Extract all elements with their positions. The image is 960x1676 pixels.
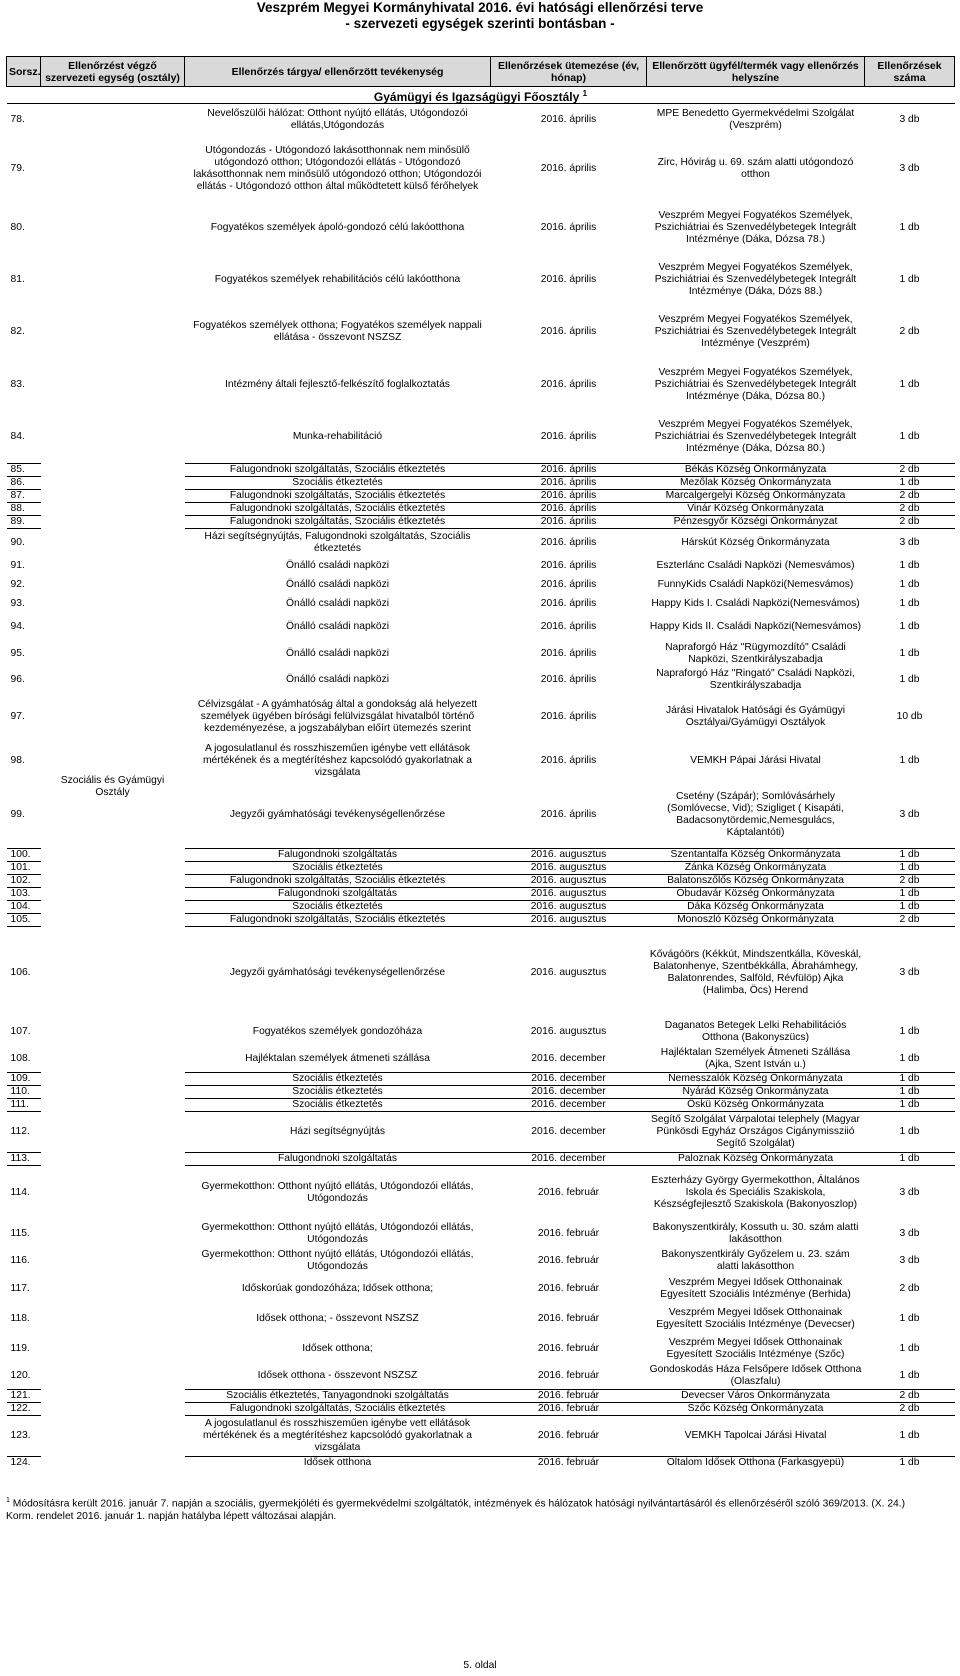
row-subject: Szociális étkeztetés: [185, 901, 491, 914]
footnote-text: Módosításra került 2016. január 7. napján a szociális, gyermekjóléti és gyermekvédelmi szolgáltatók, intézmények és hálózatok hatósági nyilvántartásáról és ellenőrzéséről szóló 369/2013. (X. 24.) Korm. rendelet 2016. január 1. napján hatályba lépett változásai alapján.: [6, 1498, 906, 1523]
row-subject: A jogosulatlanul és rosszhiszeműen igénybe vett ellátások mértékének és a megtérítéshez kapcsolódó gyakorlatnak a vizsgálata: [185, 1416, 491, 1457]
row-count: 1 db: [899, 221, 920, 233]
row-count: 3 db: [899, 1228, 920, 1239]
row-number: 103.: [7, 888, 41, 901]
row-subject: Falugondnoki szolgáltatás, Szociális étkeztetés: [185, 875, 491, 888]
row-count: 1 db: [865, 849, 955, 862]
row-site: Veszprém Megyei Idősek Otthonainak Egyesített Szociális Intézménye (Szőc): [666, 1337, 845, 1360]
row-site: Veszprém Megyei Fogyatékos Személyek, Pszichiátriai és Szenvedélybetegek Integrált Intézménye (Dáka, Dózsa 80.): [654, 419, 857, 455]
row-schedule: 2016. április: [491, 503, 647, 516]
row-number: 122.: [7, 1403, 41, 1416]
row-schedule: 2016. április: [491, 490, 647, 503]
header-schedule: Ellenőrzések ütemezése (év, hónap): [491, 57, 647, 87]
row-schedule: 2016. április: [540, 755, 597, 766]
row-count: 3 db: [899, 163, 920, 174]
row-site: Nemesszalók Község Önkormányzata: [647, 1073, 865, 1086]
row-count: 3 db: [899, 1255, 920, 1266]
row-site: Dáka Község Önkormányzata: [647, 901, 865, 914]
row-count: 1 db: [865, 888, 955, 901]
row-subject: Fogyatékos személyek gondozóháza: [252, 1026, 423, 1037]
row-site: VEMKH Pápai Járási Hivatal: [690, 755, 821, 766]
row-site: Gondoskodás Háza Felsőpere Idősek Otthona (Olaszfalu): [649, 1363, 862, 1387]
row-count: 3 db: [865, 1166, 955, 1221]
row-subject: Falugondnoki szolgáltatás, Szociális étkeztetés: [185, 516, 491, 529]
row-number: 116.: [10, 1255, 30, 1266]
row-site: Paloznak Község Önkormányzata: [647, 1153, 865, 1166]
row-schedule: 2016. december: [531, 1052, 606, 1064]
row-subject: Idősek otthona - összevont NSZSZ: [257, 1369, 418, 1381]
row-schedule: 2016. február: [537, 1282, 600, 1294]
row-schedule: 2016. augusztus: [491, 927, 647, 1019]
row-count: 1 db: [865, 1153, 955, 1166]
row-schedule: 2016. február: [537, 1369, 600, 1381]
row-schedule: 2016. április: [540, 597, 597, 609]
row-number: 123.: [7, 1416, 41, 1457]
row-site: Szentantalfa Község Önkormányzata: [647, 849, 865, 862]
row-number: 124.: [7, 1457, 41, 1470]
row-number: 110.: [7, 1086, 41, 1099]
row-subject: Gyermekotthon: Otthont nyújtó ellátás, Utógondozói ellátás, Utógondozás: [185, 1166, 491, 1221]
row-schedule: 2016. február: [491, 1166, 647, 1221]
row-site: Nyárád Község Önkormányzata: [647, 1086, 865, 1099]
row-count: 1 db: [899, 755, 920, 766]
row-subject: Falugondnoki szolgáltatás: [185, 1153, 491, 1166]
row-schedule: 2016. április: [540, 578, 597, 590]
row-subject: Fogyatékos személyek rehabilitációs célú lakóotthona: [214, 273, 461, 285]
row-subject: Munka-rehabilitáció: [292, 431, 383, 443]
footnote: [6, 1494, 906, 1523]
row-schedule: 2016. augusztus: [530, 1026, 607, 1037]
row-number: 106.: [7, 927, 41, 1019]
document-title: Veszprém Megyei Kormányhivatal 2016. évi hatósági ellenőrzési terve: [256, 0, 704, 15]
row-schedule: 2016. április: [540, 674, 597, 685]
row-count: 1 db: [899, 1052, 920, 1064]
row-site: Segítő Szolgálat Várpalotai telephely (Magyar Pünkösdi Egyház Országos Cigánymissziió Segítő Szolgálat): [647, 1112, 865, 1153]
row-site: Veszprém Megyei Fogyatékos Személyek, Pszichiátriai és Szenvedélybetegek Integrált Intézménye (Dáka, Dózsa 78.): [654, 209, 857, 245]
row-subject: Szociális étkeztetés: [185, 1073, 491, 1086]
row-schedule: 2016. április: [540, 379, 597, 390]
row-subject: Gyermekotthon: Otthont nyújtó ellátás, Utógondozói ellátás, Utógondozás: [201, 1249, 474, 1272]
row-count: 1 db: [865, 477, 955, 490]
row-schedule: 2016. február: [491, 1457, 647, 1470]
row-site: Monoszló Község Önkormányzata: [647, 914, 865, 927]
row-number: 80.: [10, 221, 25, 233]
row-subject: Gyermekotthon: Otthont nyújtó ellátás, Utógondozói ellátás, Utógondozás: [201, 1222, 474, 1245]
row-count: 1 db: [899, 1026, 920, 1037]
row-subject: Szociális étkeztetés: [185, 862, 491, 875]
row-count: 2 db: [865, 875, 955, 888]
row-schedule: 2016. december: [491, 1112, 647, 1153]
row-schedule: 2016. április: [491, 464, 647, 477]
row-number: 112.: [7, 1112, 41, 1153]
row-number: 117.: [10, 1282, 30, 1294]
row-site: Hárskút Község Önkormányzata: [647, 529, 865, 557]
row-count: 1 db: [865, 1112, 955, 1153]
row-number: 118.: [10, 1313, 30, 1324]
row-site: Bakonyszentkirály Győzelem u. 23. szám alatti lakásotthon: [661, 1249, 850, 1272]
row-schedule: 2016. február: [491, 1416, 647, 1457]
header-count: Ellenőrzések száma: [865, 57, 955, 87]
row-subject: Időskorúak gondozóháza; Idősek otthona;: [241, 1282, 434, 1294]
row-number: 94.: [10, 621, 25, 632]
header-serial: Sorsz.: [7, 57, 41, 87]
row-number: 115.: [10, 1228, 30, 1239]
row-schedule: 2016. december: [491, 1153, 647, 1166]
row-subject: Falugondnoki szolgáltatás, Szociális étkeztetés: [185, 914, 491, 927]
row-schedule: 2016. augusztus: [491, 901, 647, 914]
header-site: Ellenőrzött ügyfél/termék vagy ellenőrzés helyszíne: [647, 57, 865, 87]
row-count: 1 db: [899, 431, 920, 443]
row-number: 84.: [10, 431, 25, 443]
row-count: 2 db: [865, 516, 955, 529]
row-site: Szőc Község Önkormányzata: [647, 1403, 865, 1416]
row-number: 104.: [7, 901, 41, 914]
table-row: [7, 104, 955, 137]
row-site: Devecser Város Önkormányzata: [647, 1390, 865, 1403]
row-count: 1 db: [899, 578, 920, 590]
row-subject: Falugondnoki szolgáltatás: [185, 849, 491, 862]
row-number: 83.: [10, 379, 25, 390]
section-footnote-mark: 1: [582, 88, 588, 98]
row-subject: Falugondnoki szolgáltatás, Szociális étkeztetés: [185, 490, 491, 503]
row-number: 93.: [10, 597, 25, 609]
row-schedule: 2016. április: [491, 477, 647, 490]
row-schedule: 2016. április: [540, 273, 597, 285]
row-site: Csetény (Szápár); Somlóvásárhely (Somlóvecse, Vid); Szigliget ( Kisapáti, Badacsonytördemic,Nemesgulács, Káptalantóti): [667, 790, 844, 838]
row-count: 3 db: [899, 808, 920, 820]
row-site: Kővágóörs (Kékkút, Mindszentkálla, Köveskál, Balatonhenye, Szentbékkálla, Ábrahámhegy, Balatonrendes, Salföld, Révfülöp) Ajka (Halimba, Öcs) Herend: [647, 927, 865, 1019]
row-subject: Önálló családi napközi: [285, 647, 390, 659]
row-schedule: 2016. április: [540, 647, 597, 659]
row-count: 3 db: [865, 927, 955, 1019]
row-count: 1 db: [865, 1099, 955, 1112]
row-count: 2 db: [865, 490, 955, 503]
row-schedule: 2016. augusztus: [491, 875, 647, 888]
row-count: 2 db: [865, 1403, 955, 1416]
row-site: Napraforgó Ház "Rügymozdító" Családi Napközi, Szentkirályszabadja: [665, 641, 846, 665]
row-site: Eszterlánc Családi Napközi (Nemesvámos): [656, 560, 855, 571]
row-count: 1 db: [899, 1313, 920, 1324]
row-site: Hajléktalan Személyek Átmeneti Szállása (Ajka, Szent István u.): [660, 1046, 851, 1070]
row-subject: Hajléktalan személyek átmeneti szállása: [245, 1052, 430, 1064]
row-count: 2 db: [865, 914, 955, 927]
row-site: Bakonyszentkirály, Kossuth u. 30. szám alatti lakásotthon: [652, 1222, 859, 1245]
row-schedule: 2016. április: [540, 808, 597, 820]
row-number: 98.: [10, 755, 25, 766]
row-schedule: 2016. április: [540, 114, 597, 126]
row-schedule: 2016. december: [491, 1073, 647, 1086]
row-schedule: 2016. április: [540, 221, 597, 233]
row-subject: Jegyzői gyámhatósági tevékenységellenőrzése: [185, 927, 491, 1019]
row-schedule: 2016. augusztus: [491, 888, 647, 901]
row-site: Eszterházy György Gyermekotthon, Általános Iskola és Speciális Szakiskola, Készségfejlesztő Szakiskola (Bakonyoszlop): [647, 1166, 865, 1221]
row-number: 96.: [10, 674, 25, 685]
row-subject: Önálló családi napközi: [285, 621, 390, 632]
row-site: Békás Község Önkormányzata: [647, 464, 865, 477]
row-site: Napraforgó Ház "Ringató" Családi Napközi, Szentkirályszabadja: [656, 668, 855, 691]
row-count: 3 db: [899, 114, 920, 126]
unit-name: Szociális és Gyámügyi Osztály: [60, 774, 165, 798]
row-count: 1 db: [865, 1073, 955, 1086]
page-number: 5. oldal: [463, 1660, 497, 1671]
row-count: 1 db: [899, 1369, 920, 1381]
row-schedule: 2016. április: [540, 326, 597, 337]
row-schedule: 2016. április: [491, 529, 647, 557]
section-title: [7, 87, 955, 104]
footnote-mark: 1: [6, 1497, 10, 1504]
row-schedule: 2016. április: [540, 621, 597, 632]
row-site: VEMKH Tapolcai Járási Hivatal: [647, 1416, 865, 1457]
row-number: 102.: [7, 875, 41, 888]
row-count: 2 db: [865, 464, 955, 477]
row-number: 111.: [7, 1099, 41, 1112]
unit-cell: [41, 104, 185, 1470]
row-schedule: 2016. február: [491, 1390, 647, 1403]
row-number: 105.: [7, 914, 41, 927]
row-number: 88.: [7, 503, 41, 516]
row-subject: Idősek otthona: [185, 1457, 491, 1470]
row-site: Veszprém Megyei Fogyatékos Személyek, Pszichiátriai és Szenvedélybetegek Integrált Intézménye (Dáka, Dózsa 80.): [654, 367, 857, 402]
row-subject: Házi segítségnyújtás: [185, 1112, 491, 1153]
row-count: 1 db: [899, 379, 920, 390]
row-schedule: 2016. február: [537, 1255, 600, 1266]
row-schedule: 2016. április: [491, 516, 647, 529]
row-number: 91.: [10, 560, 25, 571]
row-subject: Idősek otthona; - összevont NSZSZ: [256, 1313, 419, 1324]
row-site: Marcalgergelyi Község Önkormányzata: [647, 490, 865, 503]
row-site: Óbudavár Község Önkormányzata: [647, 888, 865, 901]
row-number: 92.: [10, 578, 25, 590]
row-count: 1 db: [865, 862, 955, 875]
row-number: 89.: [7, 516, 41, 529]
row-site: Veszprém Megyei Fogyatékos Személyek, Pszichiátriai és Szenvedélybetegek Integrált Intézménye (Dáka, Dózs 88.): [654, 261, 857, 297]
row-count: 1 db: [899, 273, 920, 285]
row-count: 1 db: [899, 1343, 920, 1354]
row-subject: Fogyatékos személyek otthona; Fogyatékos személyek nappali ellátása - összevont NSZSZ: [193, 320, 482, 343]
row-number: 109.: [7, 1073, 41, 1086]
row-site: Veszprém Megyei Idősek Otthonainak Egyesített Szociális Intézménye (Berhida): [660, 1276, 851, 1300]
row-site: Veszprém Megyei Fogyatékos Személyek, Pszichiátriai és Szenvedélybetegek Integrált Intézménye (Veszprém): [654, 314, 857, 349]
row-subject: Célvizsgálat - A gyámhatóság által a gondokság alá helyezett személyek ügyében bírósági felülvizsgálat hivatalból történő kezdeményezése, a jogszabályban előírt ütemezés szerint: [197, 699, 478, 734]
row-number: 87.: [7, 490, 41, 503]
row-count: 10 db: [896, 711, 923, 722]
row-schedule: 2016. április: [540, 163, 597, 174]
row-site: Zirc, Hóvirág u. 69. szám alatti utógondozó otthon: [657, 157, 854, 180]
row-count: 1 db: [899, 621, 920, 632]
row-number: 101.: [7, 862, 41, 875]
row-subject: Intézmény általi fejlesztő-felkészítő foglalkoztatás: [225, 379, 450, 390]
row-subject: Szociális étkeztetés: [185, 1099, 491, 1112]
row-count: 1 db: [865, 1086, 955, 1099]
row-number: 119.: [10, 1343, 30, 1354]
row-site: Happy Kids II. Családi Napközi(Nemesvámos): [649, 621, 862, 632]
row-subject: Utógondozás - Utógondozó lakásotthonnak nem minősülő utógondozó otthon; Utógondozói ellátás - Utógondozó lakásotthonnak nem minősülő utógondozó otthon; Utógondozói ellátás - Utógondozó otthon által működtetett külső férőhelyek: [193, 145, 482, 192]
row-schedule: 2016. február: [491, 1403, 647, 1416]
row-count: 2 db: [899, 326, 920, 337]
row-count: 1 db: [899, 597, 920, 609]
row-count: 2 db: [865, 503, 955, 516]
row-site: Oltalom Idősek Otthona (Farkasgyepü): [647, 1457, 865, 1470]
row-schedule: 2016. december: [491, 1099, 647, 1112]
row-number: 114.: [7, 1166, 41, 1221]
row-count: 3 db: [865, 529, 955, 557]
row-subject: Falugondnoki szolgáltatás, Szociális étkeztetés: [185, 1403, 491, 1416]
row-site: MPE Benedetto Gyermekvédelmi Szolgálat (Veszprém): [656, 108, 855, 132]
row-number: 107.: [10, 1026, 31, 1037]
row-subject: Falugondnoki szolgáltatás, Szociális étkeztetés: [185, 503, 491, 516]
row-site: Zánka Község Önkormányzata: [647, 862, 865, 875]
row-site: Járási Hivatalok Hatósági és Gyámügyi Osztályai/Gyámügyi Osztályok: [665, 705, 846, 728]
row-site: Veszprém Megyei Idősek Otthonainak Egyesített Szociális Intézménye (Devecser): [656, 1307, 855, 1330]
row-number: 113.: [7, 1153, 41, 1166]
row-site: Öskü Község Önkormányzata: [647, 1099, 865, 1112]
row-schedule: 2016. április: [540, 711, 597, 722]
row-number: 86.: [7, 477, 41, 490]
row-schedule: 2016. február: [537, 1313, 600, 1324]
row-subject: Jegyzői gyámhatósági tevékenységellenőrzése: [229, 808, 446, 820]
header-unit: Ellenőrzést végző szervezeti egység (osztály): [41, 57, 185, 87]
row-site: Pénzesgyőr Községi Önkormányzat: [647, 516, 865, 529]
row-subject: Önálló családi napközi: [285, 597, 390, 609]
row-subject: Szociális étkeztetés: [185, 477, 491, 490]
row-subject: Fogyatékos személyek ápoló-gondozó célú lakóotthona: [210, 221, 465, 233]
row-number: 99.: [10, 808, 25, 820]
row-site: Balatonszőlős Község Önkormányzata: [647, 875, 865, 888]
row-schedule: 2016. augusztus: [491, 914, 647, 927]
row-site: Mezőlak Község Önkormányzata: [647, 477, 865, 490]
row-count: 1 db: [899, 674, 920, 685]
section-name: Gyámügyi és Igazságügyi Főosztály: [373, 89, 580, 104]
row-subject: Szociális étkeztetés, Tanyagondnoki szolgáltatás: [185, 1390, 491, 1403]
row-count: 2 db: [865, 1390, 955, 1403]
header-subject: Ellenőrzés tárgya/ ellenőrzött tevékenység: [185, 57, 491, 87]
row-count: 1 db: [865, 1457, 955, 1470]
document-subtitle: - szervezeti egységek szerinti bontásban -: [345, 16, 615, 31]
row-number: 97.: [10, 711, 25, 722]
row-schedule: 2016. december: [491, 1086, 647, 1099]
row-subject: Önálló családi napközi: [285, 578, 390, 590]
row-number: 85.: [7, 464, 41, 477]
row-subject: A jogosulatlanul és rosszhiszeműen igénybe vett ellátások mértékének és a megtérítéshez kapcsolódó gyakorlatnak a vizsgálata: [202, 743, 472, 778]
row-number: 81.: [10, 273, 25, 285]
inspection-plan-table: [6, 56, 955, 1469]
row-count: 1 db: [865, 1416, 955, 1457]
row-subject: Szociális étkeztetés: [185, 1086, 491, 1099]
row-number: 120.: [10, 1369, 31, 1381]
row-site: Vinár Község Önkormányzata: [647, 503, 865, 516]
row-schedule: 2016. április: [540, 431, 597, 443]
row-schedule: 2016. április: [540, 560, 597, 571]
row-schedule: 2016. augusztus: [491, 849, 647, 862]
row-count: 1 db: [899, 647, 920, 659]
row-number: 108.: [10, 1052, 31, 1064]
row-count: 1 db: [899, 560, 920, 571]
row-subject: Önálló családi napközi: [285, 560, 390, 571]
row-subject: Házi segítségnyújtás, Falugondnoki szolgáltatás, Szociális étkeztetés: [185, 529, 491, 557]
row-count: 1 db: [865, 901, 955, 914]
row-subject: Falugondnoki szolgáltatás: [185, 888, 491, 901]
row-number: 100.: [7, 849, 41, 862]
row-number: 78.: [10, 114, 25, 126]
row-schedule: 2016. február: [537, 1343, 600, 1354]
row-subject: Nevelőszülői hálózat: Otthont nyújtó ellátás, Utógondozói ellátás,Utógondozás: [207, 108, 468, 132]
row-schedule: 2016. augusztus: [491, 862, 647, 875]
row-site: Daganatos Betegek Lelki Rehabilitációs Otthona (Bakonyszücs): [664, 1020, 847, 1043]
row-site: FunnyKids Családi Napközi(Nemesvámos): [657, 578, 854, 590]
row-number: 95.: [10, 647, 25, 659]
row-subject: Önálló családi napközi: [285, 674, 390, 685]
row-subject: Idősek otthona;: [302, 1343, 373, 1354]
row-site: Happy Kids I. Családi Napközi(Nemesvámos): [651, 597, 860, 609]
row-number: 90.: [7, 529, 41, 557]
row-number: 79.: [10, 163, 25, 174]
row-subject: Falugondnoki szolgáltatás, Szociális étkeztetés: [185, 464, 491, 477]
row-number: 121.: [7, 1390, 41, 1403]
row-schedule: 2016. február: [537, 1228, 600, 1239]
row-number: 82.: [10, 326, 25, 337]
row-count: 2 db: [899, 1282, 920, 1294]
